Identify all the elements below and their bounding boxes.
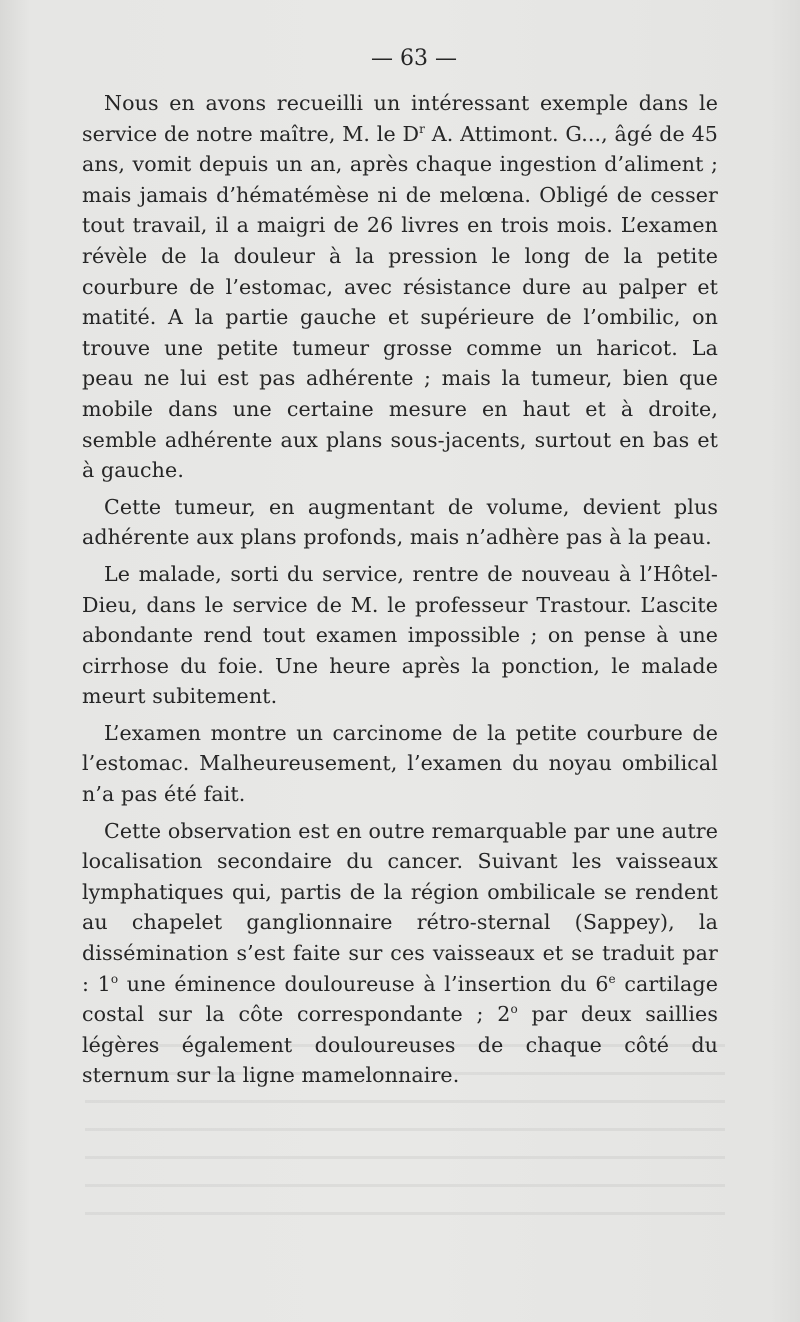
- text-run: une éminence douloureuse à l’insertion du 6: [118, 971, 609, 996]
- page-content: [82, 42, 718, 1097]
- text-run: A. Attimont. G..., âgé de 45 ans, vomit depuis un an, après chaque ingestion d’aliment ; mais jamais d’hématémèse ni de melœna. Obligé de cesser tout travail, il a maigri de 26 livres en trois mois. L’examen révèle de la douleur à la pression le long de la petite courbure de l’estomac, avec résistance dure au palper et matité. A la partie gauche et supérieure de l’ombilic, on trouve une petite tumeur grosse comme un haricot. La peau ne lui est pas adhérente ; mais la tumeur, bien que mobile dans une certaine mesure en haut et à droite, semble adhérente aux plans sous-jacents, surtout en bas et à gauche.: [82, 121, 718, 483]
- superscript: o: [110, 971, 119, 986]
- superscript: e: [608, 971, 616, 986]
- text-run: Cette observation est en outre remarquable par une autre localisation secondaire du cancer. Suivant les vaisseaux lymphatiques qui, partis de la région ombilicale se rendent au chapelet ganglionnaire rétro-sternal (Sappey), la dissémination s’est faite sur ces vaisseaux et se traduit par : 1: [82, 818, 718, 996]
- text-run: par deux saillies légères également douloureuses de chaque côté du sternum sur la ligne mamelonnaire.: [82, 1002, 718, 1088]
- paragraph: [82, 718, 718, 810]
- paragraph: [82, 816, 718, 1091]
- paragraph: [82, 88, 718, 486]
- paragraph: [82, 492, 718, 553]
- paragraph: [82, 559, 718, 712]
- page-number: — 63 —: [371, 46, 457, 71]
- text-run: cartilage costal sur la côte correspondante ; 2: [82, 971, 718, 1027]
- text-run: Cette tumeur, en augmentant de volume, devient plus adhérente aux plans profonds, mais n’adhère pas à la peau.: [82, 494, 718, 550]
- text-run: L’examen montre un carcinome de la petite courbure de l’estomac. Malheureusement, l’examen du noyau ombilical n’a pas été fait.: [82, 720, 718, 807]
- text-run: Nous en avons recueilli un intéressant exemple dans le service de notre maître, M. le D: [82, 91, 718, 146]
- text-run: Le malade, sorti du service, rentre de nouveau à l’Hôtel-Dieu, dans le service de M. le professeur Trastour. L’ascite abondante rend tout examen impossible ; on pense à une cirrhose du foie. Une heure après la ponction, le malade meurt subitement.: [82, 561, 718, 709]
- body-text: [82, 88, 718, 1091]
- superscript: o: [510, 1002, 518, 1017]
- superscript: r: [419, 121, 425, 136]
